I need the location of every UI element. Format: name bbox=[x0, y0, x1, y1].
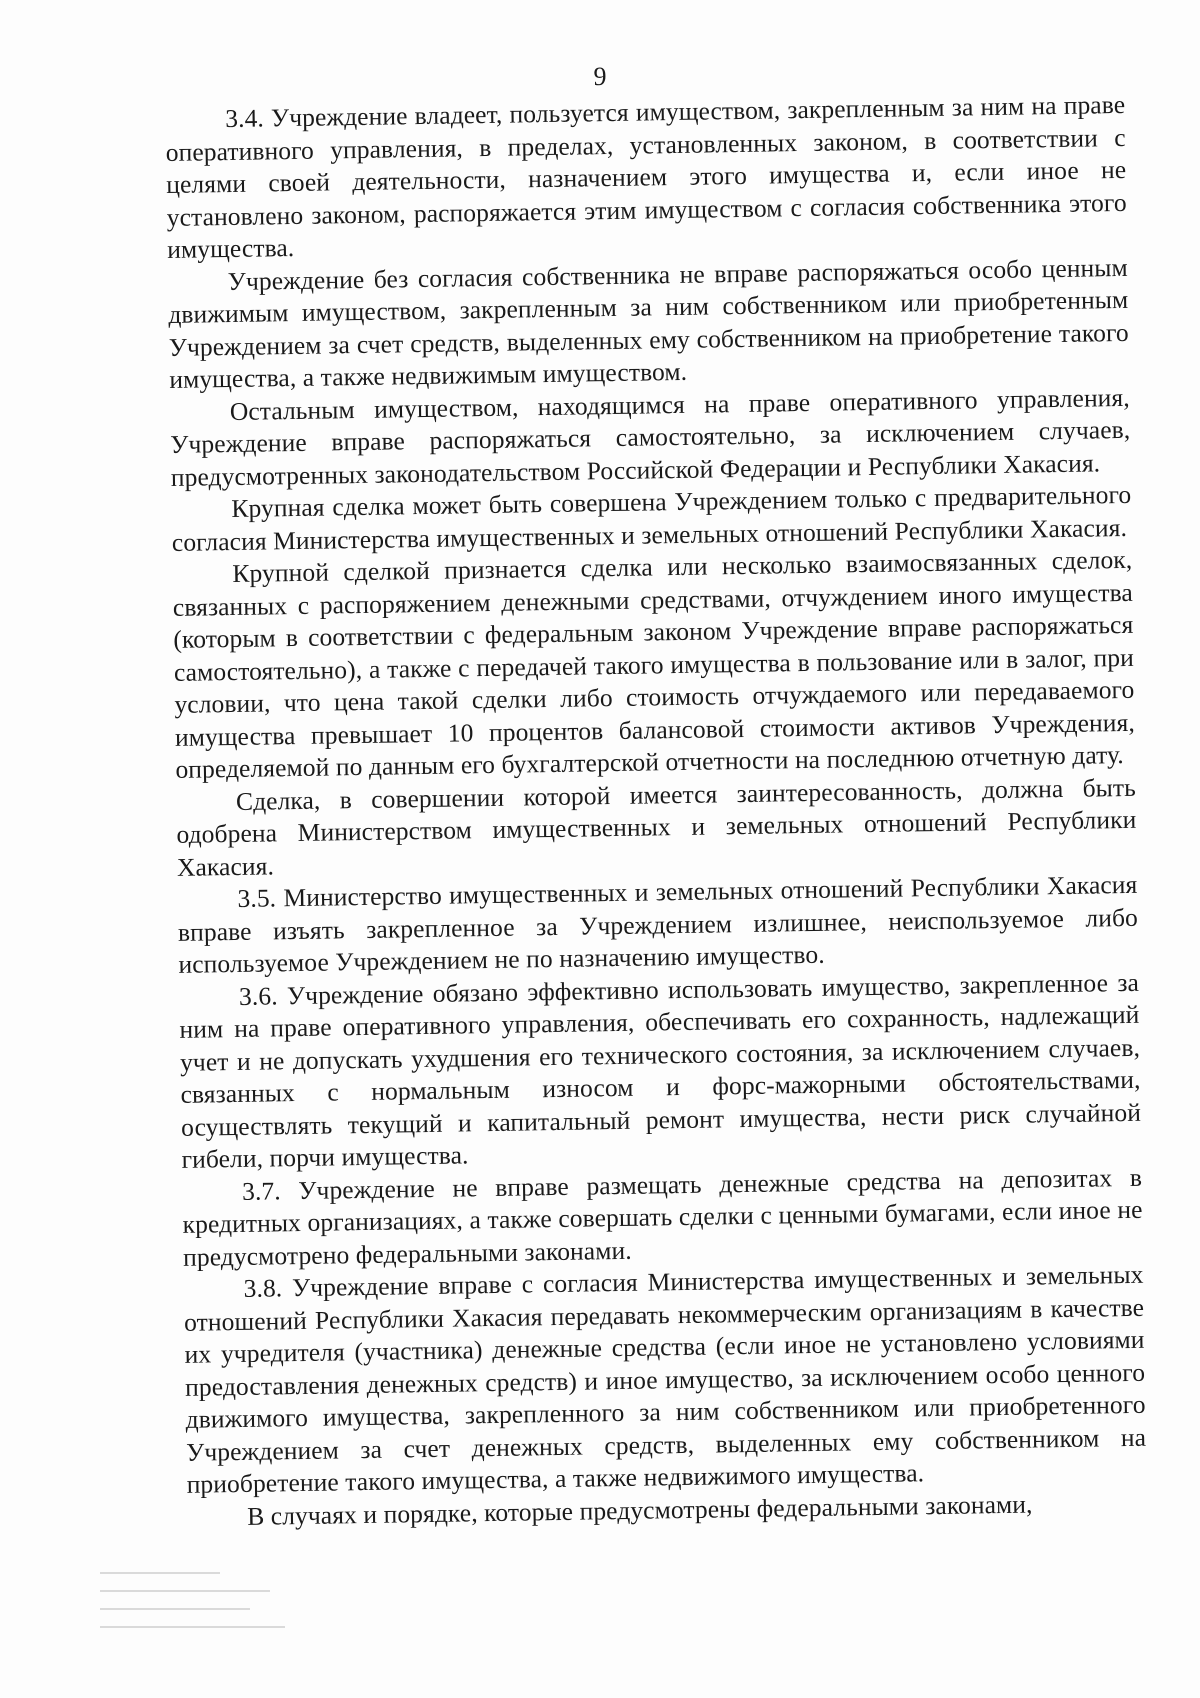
paragraph-3-5: 3.5. Министерство имущественных и земельных отношений Республики Хакасия вправе изъять закрепленное за Учреждением излишнее, неиспользуемое либо используемое Учреждением не по назначению имущество. bbox=[177, 869, 1139, 979]
paragraph-3-8: 3.8. Учреждение вправе с согласия Министерства имущественных и земельных отношений Республики Хакасия передавать некоммерческим организациям в качестве их учредителя (участника) денежные средства (если иное не установлено условиями предоставления денежных средств) и иное имущество, за исключением особо ценного движимого имущества, закрепленного за ним собственником или приобретенного Учреждением за счет денежных средств, выделенных ему собственником на приобретение такого имущества, а также недвижимого имущества. bbox=[183, 1259, 1147, 1499]
paragraph-interested-deal: Сделка, в совершении которой имеется заинтересованность, должна быть одобрена Министерством имущественных и земельных отношений Республики Хакасия. bbox=[176, 772, 1137, 882]
document-body bbox=[165, 89, 1147, 1534]
paragraph-major-deal-definition: Крупной сделкой признается сделка или несколько взаимосвязанных сделок, связанных с распоряжением денежными средствами, отчуждением иного имущества (которым в соответствии с федеральным законом Учреждение вправе распоряжаться самостоятельно), а также с передачей такого имущества в пользование или в залог, при условии, что цена такой сделки либо стоимость отчуждаемого или передаваемого имущества превышает 10 процентов балансовой стоимости активов Учреждения, определяемой по данным его бухгалтерской отчетности на последнюю отчетную дату. bbox=[172, 544, 1136, 784]
paragraph-consent-restriction: Учреждение без согласия собственника не вправе распоряжаться особо ценным движимым имуществом, закрепленным за ним собственником или приобретенным Учреждением за счет средств, выделенных ему собственником на приобретение такого имущества, а также недвижимым имуществом. bbox=[168, 252, 1129, 394]
paragraph-3-7: 3.7. Учреждение не вправе размещать денежные средства на депозитах в кредитных организациях, а также совершать сделки с ценными бумагами, если иное не предусмотрено федеральными законами. bbox=[182, 1162, 1143, 1272]
page-number: 9 bbox=[593, 62, 607, 91]
paragraph-3-6: 3.6. Учреждение обязано эффективно использовать имущество, закрепленное за ним на праве оперативного управления, обеспечивать его сохранность, надлежащий учет и не допускать ухудшения его технического состояния, за исключением случаев, связанных с нормальным износом и форс-мажорными обстоятельствами, осуществлять текущий и капитальный ремонт имущества, нести риск случайной гибели, порчи имущества. bbox=[179, 967, 1142, 1174]
paragraph-other-property: Остальным имуществом, находящимся на праве оперативного управления, Учреждение вправе распоряжаться самостоятельно, за исключением случаев, предусмотренных законодательством Российской Федерации и Республики Хакасия. bbox=[170, 382, 1131, 492]
faded-stamp bbox=[100, 1572, 290, 1662]
paragraph-3-4: 3.4. Учреждение владеет, пользуется имуществом, закрепленным за ним на праве оперативного управления, в пределах, установленных законом, в соответствии с целями своей деятельности, назначением этого имущества и, если иное не установлено законом, распоряжается этим имуществом с согласия собственника этого имущества. bbox=[165, 89, 1127, 264]
paragraph-major-deal: Крупная сделка может быть совершена Учреждением только с предварительного согласия Министерства имущественных и земельных отношений Республики Хакасия. bbox=[171, 479, 1132, 557]
paragraph-cases-procedure: В случаях и порядке, которые предусмотрены федеральными законами, bbox=[246, 1489, 1033, 1531]
